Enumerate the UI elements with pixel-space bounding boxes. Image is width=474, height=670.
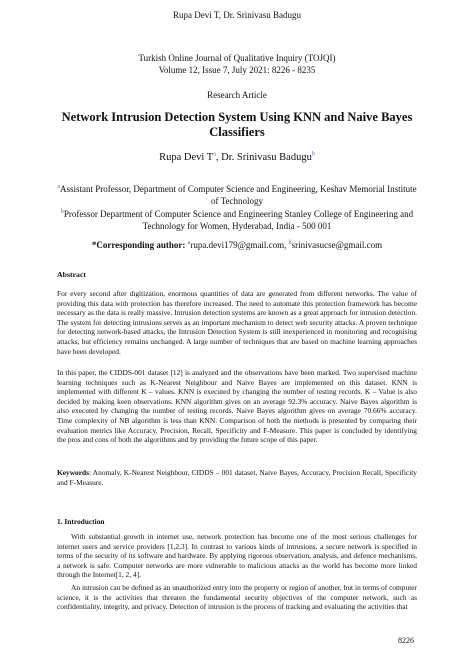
page-number: 8226 [398,636,414,645]
keywords-text: : Anomaly, K-Nearest Neighbour, CIDDS – 001 dataset, Naive Bayes, Accuracy, Precision Recall, Specificity and F-Measure. [57,468,417,487]
author-superscript: a [213,151,216,158]
affiliation-superscript: b [60,209,64,215]
email-superscript: b [288,240,292,246]
journal-issue: Volume 12, Issue 7, July 2021: 8226 - 8235 [158,64,316,75]
author-list [0,152,474,163]
abstract-heading: Abstract [57,270,87,279]
paper-title: Network Intrusion Detection System Using KNN and Naive Bayes Classifiers [61,110,413,139]
affiliation-superscript: a [57,184,61,190]
journal-name: Turkish Online Journal of Qualitative Inquiry (TOJQI) [138,53,336,63]
corresponding-author [57,240,417,250]
section-heading: 1. Introduction [57,517,105,526]
journal-info [0,53,474,76]
affiliation-b [57,209,417,232]
affiliation-text: Assistant Professor, Department of Computer Science and Engineering, Keshav Memorial Institute of Technology [60,184,417,206]
body-paragraph: With substantial growth in internet use, network protection has become one of the most serious challenges for internet users and service providers [1,2,3]. In contrast to various kinds of intrusions, a secure network is specified in terms of the security of its software and hardware. By applying rigorous observation, analysis, and defence mechanisms, a network is safe. Computer networks are more vulnerable to malicious attacks as the world has become more linked through the Internet[1, 2, 4]. [57,532,417,580]
author-name: Dr. Srinivasu Badugu [221,152,312,163]
author-name: Rupa Devi T [159,152,214,163]
affiliation-text: Professor Department of Computer Science and Engineering Stanley College of Engineering and Technology for Women, Hyderabad, India - 500 001 [63,209,414,231]
article-type: Research Article [207,90,267,100]
body-paragraph: An intrusion can be defined as an unauthorized entry into the property or region of another, but in terms of computer science, it is the activities that threaten the fundamental security objectives of the computer network, such as confidentiality, integrity, and privacy. Detection of intrusion is the process of tracking and evaluating the activities that [57,583,417,612]
keywords-label: Keywords [57,468,90,477]
author-superscript: b [311,151,315,158]
email-link[interactable]: srinivasucse@gmail.com [291,240,383,250]
corresponding-label: *Corresponding author: [91,240,186,250]
author-separator: , [215,152,222,163]
running-head: Rupa Devi T, Dr. Srinivasu Badugu [173,10,301,20]
email-link[interactable]: rupa.devi179@gmail.com, [190,240,289,250]
email-superscript: a [187,240,191,246]
affiliation-a [57,184,417,207]
abstract-paragraph: For every second after digitization, enormous quantities of data are generated from different networks. The value of providing this data with protection has therefore increased. The need to automate this protection framework has become necessary as the data is really massive. Intrusion detection systems are known as a great approach for intrusion detection. The system for detecting intrusions serves as an important mechanism to detect web security attacks. A proven technique for detecting network-based attacks, the Intrusion Detection System is still inexperienced in monitoring and recognising attacks, but efficiency remains unchanged. A large number of techniques that are based on machine learning approaches have been developed. [57,289,417,356]
keywords [57,468,417,487]
abstract-paragraph: In this paper, the CIDDS-001 dataset [12] is analyzed and the observations have been marked. Two supervised machine learning techniques such as K-Nearest Neighbour and Naive Bayes are implemented on this dataset. KNN is implemented with different K – values. KNN is executed by changing the number of testing records. K – Value is also decided by making keen observations. KNN algorithm gives on an average 92.3% accuracy. Naive Bayes algorithm is also executed by changing the number of testing records. Naive Bayes algorithm gives on average 70.66% accuracy. Time complexity of NB algorithm is less than KNN. Comparison of both the methods is presented by comparing their evaluation metrics like Accuracy, Precision, Recall, Specificity and F-Measure. This paper is concluded by identifying the pros and cons of both the algorithms and by providing the future scope of this paper. [57,368,417,445]
